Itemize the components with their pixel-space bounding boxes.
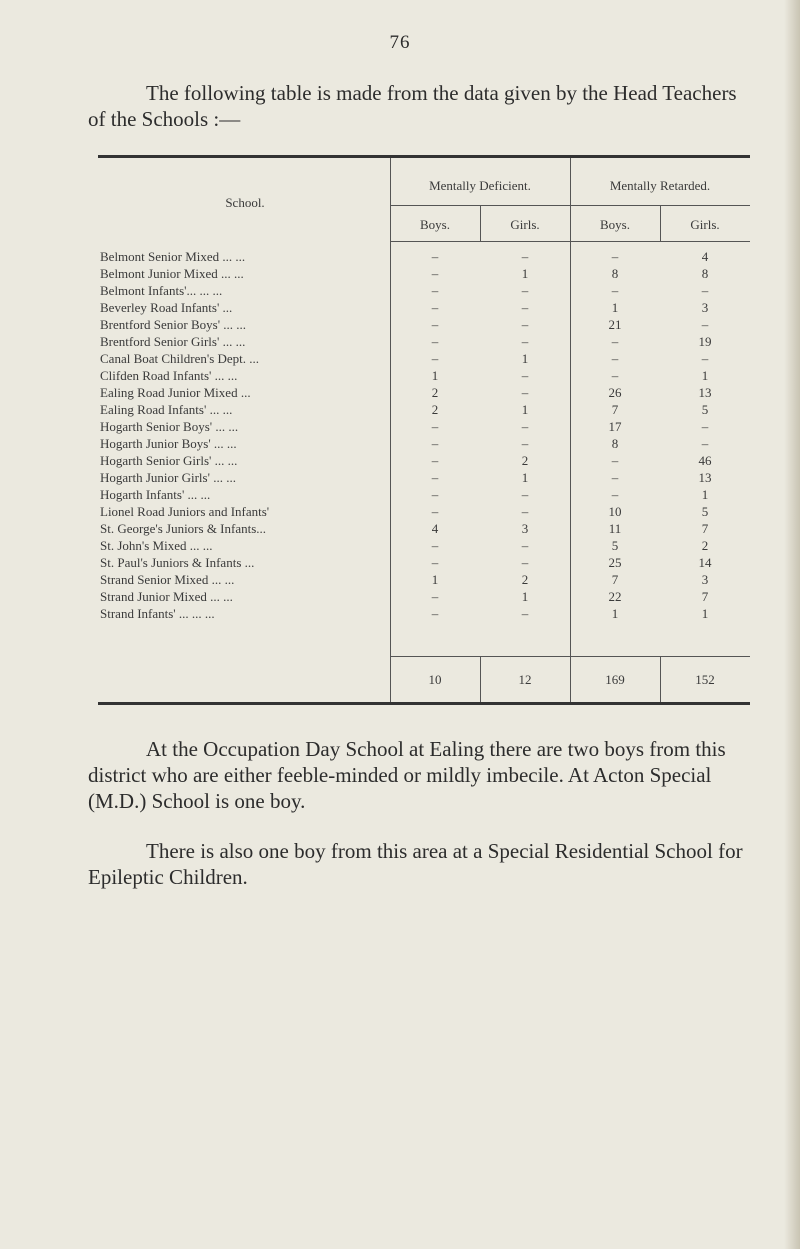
count-cell-md-girls: – [521,419,529,434]
table-row [100,316,750,333]
table-bottom-rule [98,702,750,705]
residential-school-paragraph: There is also one boy from this area at a Special Residential School for Epileptic Children. [88,839,743,889]
total-mr-boys: 169 [605,672,625,687]
school-name: Brentford Senior Boys' ... ... [100,317,247,332]
count-cell-mr-boys: 10 [608,504,622,519]
count-cell-mr-boys: 1 [611,606,619,621]
table-row [100,248,750,265]
count-cell-mr-boys: 5 [611,538,619,553]
totals-rule [390,656,750,657]
count-cell-mr-girls: 1 [701,606,709,621]
count-cell-md-boys: – [431,334,439,349]
table-row [100,418,750,435]
table-row [100,520,750,537]
count-cell-mr-girls: 5 [701,402,709,417]
count-cell-mr-girls: 4 [701,249,709,264]
page-number: 76 [389,32,411,53]
count-cell-md-boys: 1 [431,572,439,587]
school-name: St. John's Mixed ... ... [100,538,213,553]
school-name: Belmont Senior Mixed ... ... [100,249,246,264]
count-cell-md-boys: – [431,538,439,553]
count-cell-md-boys: – [431,470,439,485]
count-cell-md-girls: – [521,300,529,315]
count-cell-mr-girls: 7 [701,521,709,536]
column-divider [480,206,481,242]
school-name: Lionel Road Juniors and Infants' [100,504,270,519]
count-cell-md-boys: – [431,504,439,519]
table-row [100,367,750,384]
count-cell-md-girls: 1 [521,266,529,281]
count-cell-mr-boys: 8 [611,436,619,451]
count-cell-mr-girls: 5 [701,504,709,519]
count-cell-mr-boys: 1 [611,300,619,315]
count-cell-mr-boys: 8 [611,266,619,281]
count-cell-md-girls: – [521,317,529,332]
count-cell-mr-boys: 26 [608,385,622,400]
count-cell-mr-boys: – [611,351,619,366]
count-cell-mr-girls: 13 [698,470,712,485]
table-row [100,299,750,316]
count-cell-md-girls: – [521,249,529,264]
total-mr-girls: 152 [695,672,715,687]
table-top-rule [98,155,750,158]
count-cell-mr-girls: – [701,283,709,298]
count-cell-md-boys: 2 [431,385,439,400]
count-cell-md-girls: – [521,555,529,570]
count-cell-mr-boys: – [611,368,619,383]
count-cell-md-boys: – [431,249,439,264]
count-cell-md-girls: – [521,538,529,553]
total-md-boys: 10 [428,672,442,687]
count-cell-md-girls: – [521,504,529,519]
school-name: Beverley Road Infants' ... [100,300,233,315]
count-cell-md-boys: – [431,351,439,366]
count-cell-md-boys: 2 [431,402,439,417]
count-cell-mr-girls: – [701,351,709,366]
count-cell-mr-boys: 22 [608,589,622,604]
school-name: Hogarth Infants' ... ... [100,487,211,502]
count-cell-mr-girls: 7 [701,589,709,604]
count-cell-md-girls: 2 [521,572,529,587]
schools-table [100,248,750,622]
count-cell-mr-girls: – [701,436,709,451]
count-cell-md-girls: – [521,283,529,298]
column-divider [660,206,661,242]
school-name: Brentford Senior Girls' ... ... [100,334,246,349]
count-cell-md-girls: 1 [521,351,529,366]
count-cell-md-boys: – [431,283,439,298]
count-cell-md-girls: – [521,334,529,349]
school-name: Hogarth Junior Girls' ... ... [100,470,236,485]
count-cell-mr-girls: – [701,419,709,434]
school-name: Strand Senior Mixed ... ... [100,572,235,587]
school-name: Ealing Road Infants' ... ... [100,402,233,417]
school-name: Belmont Junior Mixed ... ... [100,266,244,281]
count-cell-md-boys: – [431,300,439,315]
table-row [100,452,750,469]
mr-girls-header: Girls. [690,217,720,232]
table-row [100,588,750,605]
count-cell-mr-boys: 25 [608,555,622,570]
count-cell-md-girls: – [521,385,529,400]
table-row [100,503,750,520]
count-cell-mr-girls: 8 [701,266,709,281]
count-cell-mr-boys: 21 [608,317,622,332]
table-row [100,605,750,622]
count-cell-mr-boys: 7 [611,572,619,587]
table-row [100,537,750,554]
table-row [100,350,750,367]
table-row [100,282,750,299]
count-cell-md-boys: – [431,453,439,468]
count-cell-md-boys: – [431,589,439,604]
count-cell-mr-girls: 2 [701,538,709,553]
count-cell-md-girls: – [521,487,529,502]
count-cell-mr-boys: 7 [611,402,619,417]
count-cell-mr-girls: 19 [698,334,712,349]
count-cell-mr-girls: 46 [698,453,712,468]
mentally-retarded-header: Mentally Retarded. [609,178,711,193]
table-row [100,554,750,571]
count-cell-md-girls: 3 [521,521,529,536]
count-cell-md-girls: – [521,368,529,383]
table-row [100,571,750,588]
count-cell-mr-girls: 3 [701,572,709,587]
school-name: St. George's Juniors & Infants... [100,521,267,536]
mentally-deficient-header: Mentally Deficient. [429,178,531,193]
count-cell-md-girls: – [521,436,529,451]
school-name: Clifden Road Infants' ... ... [100,368,238,383]
school-name: Strand Infants' ... ... ... [100,606,215,621]
count-cell-mr-girls: 1 [701,487,709,502]
table-row [100,435,750,452]
school-name: Canal Boat Children's Dept. ... [100,351,260,366]
page-edge-shadow [784,0,800,1249]
count-cell-mr-girls: 14 [698,555,712,570]
count-cell-mr-girls: 3 [701,300,709,315]
count-cell-mr-girls: – [701,317,709,332]
school-name: St. Paul's Juniors & Infants ... [100,555,255,570]
count-cell-md-boys: – [431,487,439,502]
count-cell-mr-boys: 11 [608,521,622,536]
count-cell-mr-boys: – [611,487,619,502]
total-md-girls: 12 [518,672,532,687]
table-row [100,486,750,503]
count-cell-mr-boys: 17 [608,419,622,434]
count-cell-mr-boys: – [611,334,619,349]
table-row [100,384,750,401]
count-cell-md-boys: – [431,555,439,570]
table-row [100,401,750,418]
school-name: Strand Junior Mixed ... ... [100,589,233,604]
count-cell-md-girls: 1 [521,402,529,417]
table-row [100,469,750,486]
count-cell-mr-boys: – [611,470,619,485]
count-cell-md-boys: – [431,266,439,281]
count-cell-md-boys: 1 [431,368,439,383]
school-name: Hogarth Senior Girls' ... ... [100,453,238,468]
md-girls-header: Girls. [510,217,540,232]
count-cell-md-boys: – [431,317,439,332]
count-cell-md-boys: – [431,436,439,451]
school-name: Ealing Road Junior Mixed ... [100,385,251,400]
school-name: Belmont Infants'... ... ... [100,283,223,298]
md-boys-header: Boys. [420,217,450,232]
school-header: School. [225,195,265,210]
intro-text: The following table is made from the data given by the Head Teachers of the Schools :— [88,81,737,131]
table-row [100,265,750,282]
count-cell-mr-boys: – [611,283,619,298]
count-cell-md-boys: 4 [431,521,439,536]
count-cell-mr-girls: 1 [701,368,709,383]
school-name: Hogarth Junior Boys' ... ... [100,436,237,451]
occupation-school-paragraph: At the Occupation Day School at Ealing there are two boys from this district who are either feeble-minded or mildly imbecile. At Acton Special (M.D.) School is one boy. [88,737,726,813]
count-cell-md-girls: 1 [521,470,529,485]
count-cell-md-girls: 1 [521,589,529,604]
count-cell-mr-girls: 13 [698,385,712,400]
table-row [100,333,750,350]
count-cell-mr-boys: – [611,453,619,468]
count-cell-md-boys: – [431,419,439,434]
school-name: Hogarth Senior Boys' ... ... [100,419,239,434]
count-cell-md-boys: – [431,606,439,621]
count-cell-md-girls: 2 [521,453,529,468]
count-cell-mr-boys: – [611,249,619,264]
mr-boys-header: Boys. [600,217,630,232]
count-cell-md-girls: – [521,606,529,621]
